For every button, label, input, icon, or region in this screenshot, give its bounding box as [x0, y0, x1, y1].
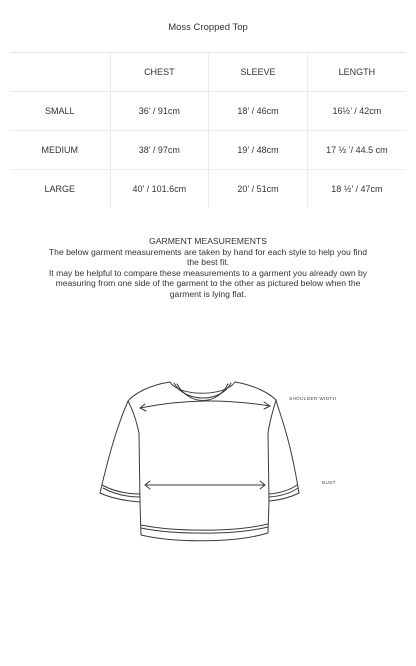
tshirt-illustration: [85, 375, 345, 555]
chest-value: 36’ / 91cm: [110, 92, 209, 131]
length-value: 17 ½ ’/ 44.5 cm: [307, 131, 406, 170]
header-sleeve: SLEEVE: [209, 53, 308, 92]
bust-arrow: [145, 481, 265, 489]
size-chart-table: [10, 52, 406, 208]
header-chest: CHEST: [110, 53, 209, 92]
shoulder-width-arrow: [140, 401, 270, 411]
chest-value: 38’ / 97cm: [110, 131, 209, 170]
length-value: 18 ½’ / 47cm: [307, 170, 406, 209]
measurements-section: [45, 236, 371, 300]
header-empty: [10, 53, 110, 92]
header-length: LENGTH: [307, 53, 406, 92]
shoulder-width-label: SHOULDER WIDTH: [289, 396, 337, 401]
garment-diagram: [85, 375, 345, 555]
table-header-row: [10, 53, 406, 92]
bust-label: BUST: [322, 480, 336, 485]
measurements-line-2: It may be helpful to compare these measurements to a garment you already own by measuring from one side of the garment to the other as pictured below when the garment is lying flat.: [48, 267, 368, 299]
measurements-heading: GARMENT MEASUREMENTS: [149, 236, 267, 246]
size-label: LARGE: [10, 170, 110, 209]
size-label: SMALL: [10, 92, 110, 131]
size-label: MEDIUM: [10, 131, 110, 170]
length-value: 16½’ / 42cm: [307, 92, 406, 131]
table-row: [10, 92, 406, 131]
sleeve-value: 19’ / 48cm: [209, 131, 308, 170]
page-title: Moss Cropped Top: [168, 22, 248, 33]
chest-value: 40’ / 101.6cm: [110, 170, 209, 209]
table-row: [10, 170, 406, 209]
measurements-line-1: The below garment measurements are taken by hand for each style to help you find the best fit.: [48, 246, 368, 268]
sleeve-value: 18’ / 46cm: [209, 92, 308, 131]
table-row: [10, 131, 406, 170]
sleeve-value: 20’ / 51cm: [209, 170, 308, 209]
